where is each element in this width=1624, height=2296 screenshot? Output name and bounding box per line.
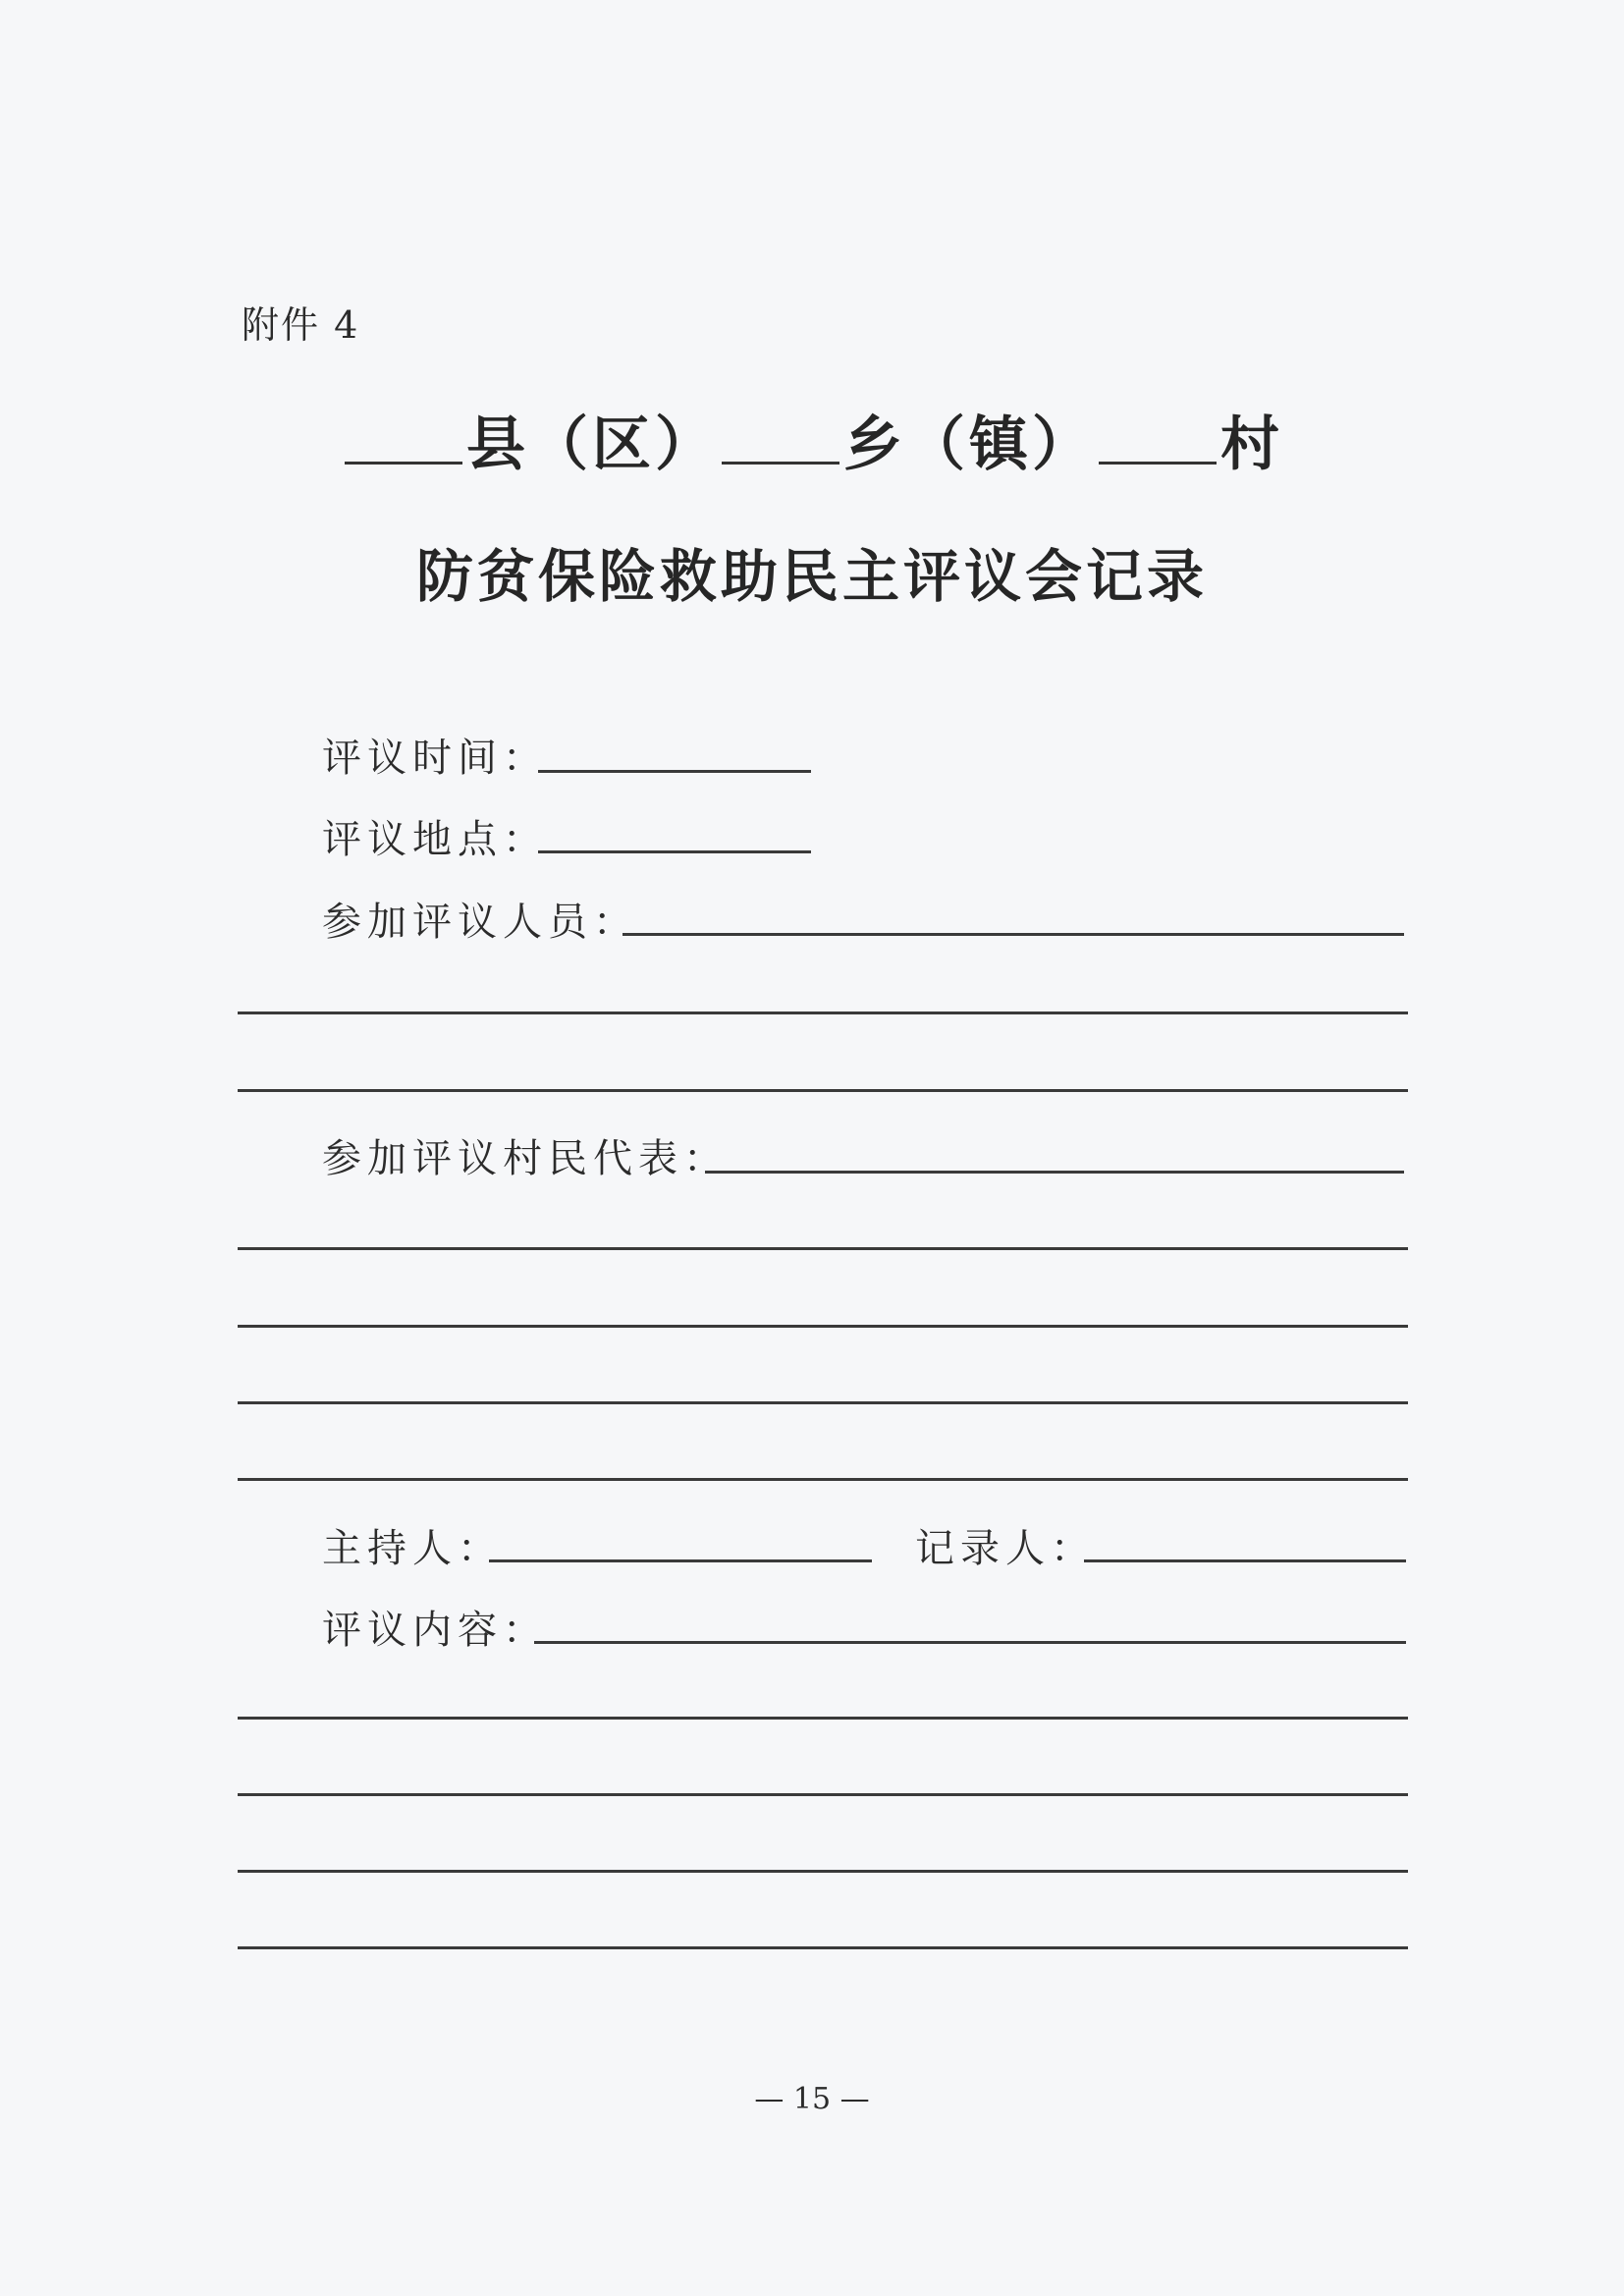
content-extra-line-3[interactable] [238,1870,1408,1873]
villager-rep-extra-line-1[interactable] [238,1247,1408,1250]
host-label: 主持人： [322,1526,503,1571]
villager-rep-field-line[interactable] [705,1171,1404,1174]
content-extra-line-2[interactable] [238,1793,1408,1796]
staff-field-line[interactable] [623,933,1404,936]
place-label: 评议地点： [322,817,548,862]
page-number: — 15 — [754,2082,870,2116]
content-label: 评议内容： [322,1608,548,1653]
attachment-label: 附件 4 [242,303,360,347]
host-field-line[interactable] [489,1559,872,1562]
content-extra-line-1[interactable] [238,1717,1408,1720]
county-blank[interactable] [345,454,462,465]
heading-township: 乡（镇） [843,410,1095,479]
time-label: 评议时间： [322,736,548,781]
recorder-label: 记录人： [915,1526,1096,1571]
content-field-line[interactable] [534,1641,1406,1644]
staff-extra-line-2[interactable] [238,1089,1408,1092]
village-blank[interactable] [1099,454,1217,465]
heading-county: 县（区） [466,410,718,479]
township-blank[interactable] [722,454,839,465]
content-extra-line-4[interactable] [238,1946,1408,1949]
recorder-field-line[interactable] [1084,1559,1406,1562]
villager-rep-extra-line-2[interactable] [238,1325,1408,1328]
heading-village: 村 [1220,410,1283,479]
villager-rep-label: 参加评议村民代表： [322,1136,729,1181]
place-field-line[interactable] [538,850,811,853]
document-title: 防贫保险救助民主评议会记录 [415,543,1208,610]
staff-label: 参加评议人员： [322,900,638,945]
villager-rep-extra-line-3[interactable] [238,1401,1408,1404]
villager-rep-extra-line-4[interactable] [238,1478,1408,1481]
time-field-line[interactable] [538,770,811,773]
heading-location [0,398,1624,482]
staff-extra-line-1[interactable] [238,1011,1408,1014]
